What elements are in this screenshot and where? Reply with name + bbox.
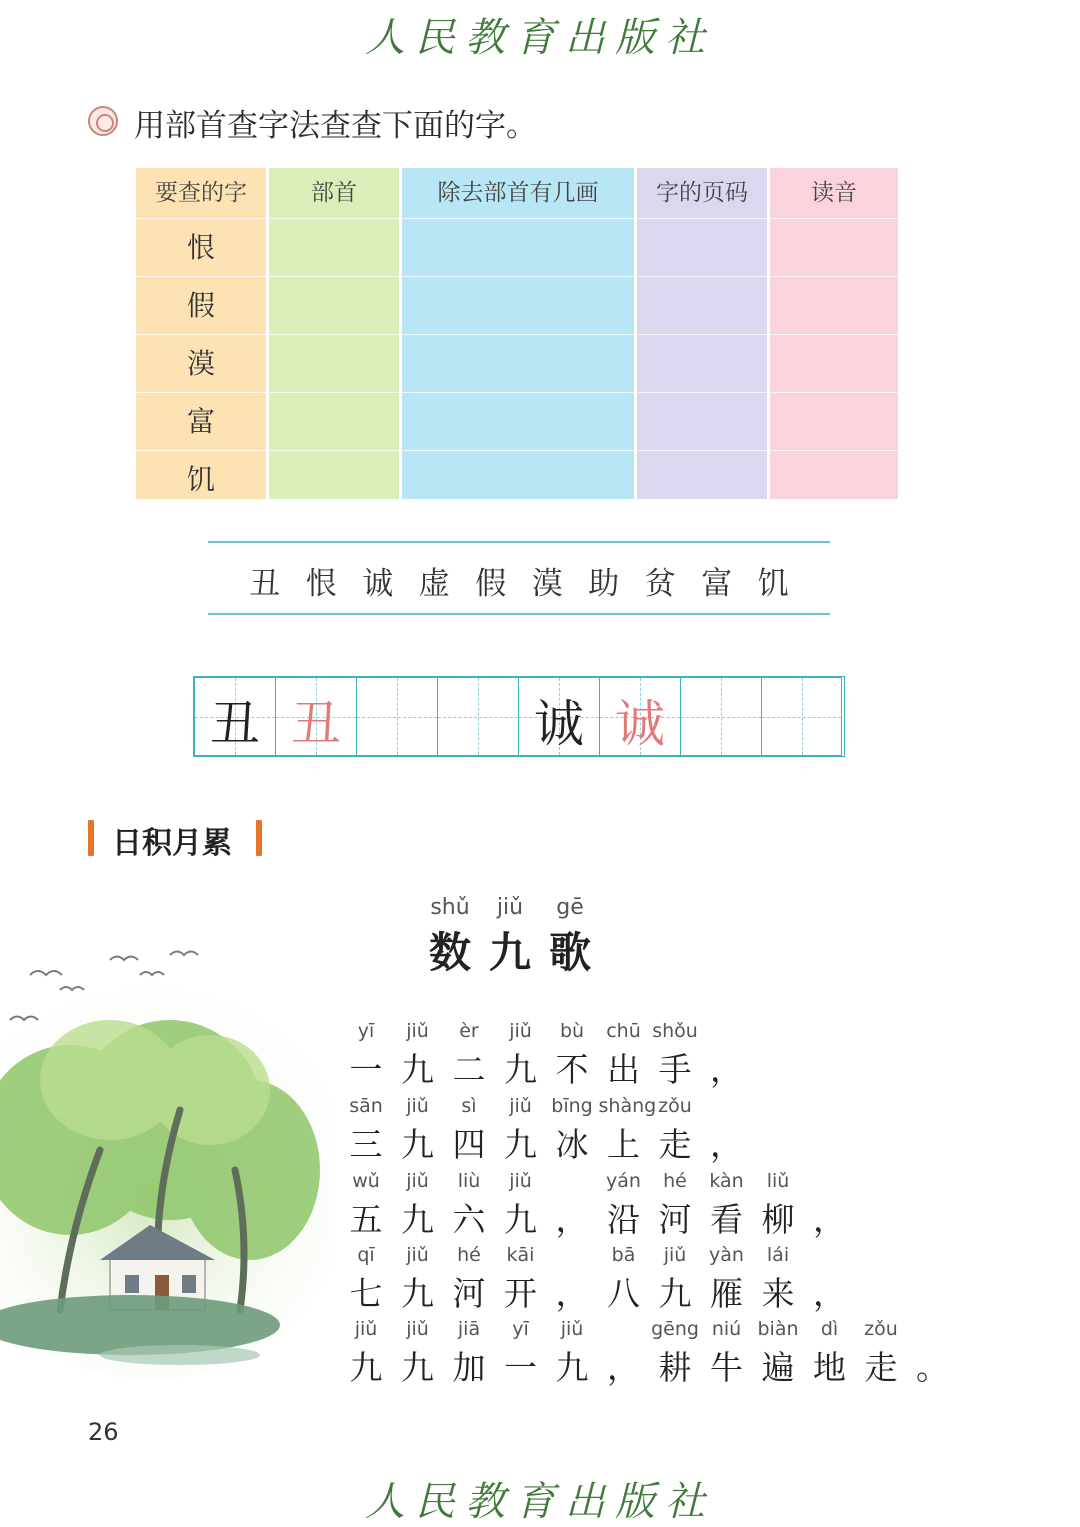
poem-char: 九 [401, 1274, 434, 1313]
poem-pinyin: wǔ [352, 1170, 380, 1192]
grid-cell[interactable] [761, 677, 842, 756]
poem-pinyin: èr [459, 1020, 479, 1042]
poem-pinyin: bù [559, 1020, 585, 1042]
poem-pinyin: gēng [651, 1318, 699, 1340]
publisher-logo-bottom: 人民教育出版社 [365, 1479, 715, 1525]
poem-pinyin: jiǔ [354, 1318, 378, 1340]
poem-pinyin: jiǔ [406, 1020, 429, 1042]
grid-cell[interactable] [356, 677, 437, 756]
title-pinyin: shǔ [430, 895, 470, 920]
table-cell-empty[interactable] [770, 334, 898, 392]
poem-pinyin: jiǔ [663, 1244, 687, 1266]
poem-pinyin: bā [611, 1244, 636, 1266]
table-cell-empty[interactable] [269, 392, 399, 450]
poem-char: ， [555, 1200, 589, 1239]
poem-pinyin: jiǔ [406, 1244, 429, 1266]
poem-char: 雁 [710, 1274, 743, 1313]
poem-pinyin: hé [663, 1170, 687, 1192]
poem-char: 加 [452, 1348, 486, 1387]
strip-bottom-rule [208, 613, 830, 615]
table-cell-empty[interactable] [269, 334, 399, 392]
page-number: 26 [88, 1418, 119, 1446]
poem-pinyin: kāi [506, 1244, 535, 1266]
poem-char: ， [813, 1274, 846, 1313]
poem-char: 走 [864, 1348, 898, 1387]
poem-pinyin: niú [711, 1318, 742, 1340]
poem-char: 九 [658, 1274, 692, 1313]
table-cell-char: 富 [136, 392, 266, 450]
poem-pinyin: hé [457, 1244, 481, 1266]
grid-char: 丑 [210, 695, 260, 753]
strip-char: 富 [701, 566, 733, 602]
strip-char: 漠 [531, 566, 563, 602]
table-cell-empty[interactable] [770, 218, 898, 276]
table-cell-empty[interactable] [269, 450, 399, 508]
willow-house-illustration [0, 930, 330, 1400]
strip-char: 丑 [249, 566, 281, 602]
table-cell-char: 饥 [136, 450, 266, 508]
poem-char: 一 [349, 1050, 383, 1089]
poem-pinyin: jiǔ [509, 1170, 532, 1192]
new-characters-strip [208, 558, 830, 603]
table-column-strokes [402, 168, 634, 499]
poem-char: 九 [504, 1125, 537, 1164]
table-cell-empty[interactable] [402, 392, 634, 450]
poem-char: ， [710, 1050, 743, 1089]
section-bar-right [256, 820, 262, 856]
table-header: 除去部首有几画 [437, 180, 599, 206]
poem-char: 九 [401, 1125, 434, 1164]
poem-pinyin: sì [461, 1095, 477, 1117]
poem-char: 耕 [658, 1348, 692, 1387]
table-cell-empty[interactable] [637, 218, 767, 276]
poem-char: 八 [607, 1274, 640, 1313]
poem-char: 九 [401, 1050, 434, 1089]
poem-char: 七 [349, 1274, 383, 1313]
strip-char: 假 [475, 566, 507, 602]
strip-char: 助 [588, 566, 620, 602]
poem-char: 六 [452, 1200, 486, 1239]
title-pinyin: gē [556, 895, 584, 920]
strip-char: 诚 [362, 566, 394, 602]
poem-pinyin: sān [349, 1095, 383, 1117]
grid-cell[interactable] [680, 677, 761, 756]
strip-char: 虚 [418, 566, 450, 602]
poem-char: 柳 [761, 1200, 795, 1239]
poem-char: 九 [401, 1348, 434, 1387]
poem-char: 九 [349, 1348, 383, 1387]
grid-char: 诚 [615, 695, 665, 753]
table-cell-empty[interactable] [402, 334, 634, 392]
poem-char: 四 [452, 1125, 486, 1164]
table-header: 读音 [811, 180, 857, 206]
table-header: 要查的字 [155, 180, 247, 206]
poem-pinyin: kàn [709, 1170, 744, 1192]
poem-char: 来 [761, 1274, 795, 1313]
grid-cell[interactable] [518, 677, 599, 756]
table-cell-empty[interactable] [402, 218, 634, 276]
poem-char: 九 [555, 1348, 589, 1387]
poem-char: 遍 [761, 1348, 795, 1387]
publisher-logo-top: 人民教育出版社 [365, 15, 715, 61]
grid-cell[interactable] [599, 677, 680, 756]
poem-char: 五 [349, 1200, 383, 1239]
poem-char: 走 [658, 1125, 692, 1164]
strip-char: 贫 [644, 566, 676, 602]
poem-pinyin: zǒu [658, 1095, 692, 1117]
poem-char: 九 [504, 1050, 537, 1089]
table-column-page [637, 168, 767, 499]
title-pinyin: jiǔ [496, 895, 524, 920]
grid-guide-horizontal [762, 717, 841, 718]
poem-pinyin: jiǔ [509, 1095, 532, 1117]
grid-cell[interactable] [194, 677, 275, 756]
table-cell-empty[interactable] [770, 392, 898, 450]
poem-pinyin: yán [606, 1170, 641, 1192]
poem-pinyin: jiā [457, 1318, 481, 1340]
grid-guide-horizontal [681, 717, 761, 718]
poem-pinyin: bīng [551, 1095, 593, 1117]
table-cell-empty[interactable] [637, 276, 767, 334]
grid-cell[interactable] [437, 677, 518, 756]
poem-pinyin: jiǔ [406, 1095, 429, 1117]
poem-pinyin: qī [357, 1244, 375, 1266]
poem-pinyin: jiǔ [560, 1318, 584, 1340]
table-column-pronunciation [770, 168, 898, 499]
table-header: 字的页码 [656, 180, 748, 206]
table-cell-char: 恨 [136, 218, 266, 276]
poem-char: ， [710, 1125, 743, 1164]
table-cell-empty[interactable] [402, 450, 634, 508]
poem-char: 出 [607, 1050, 640, 1089]
strip-top-rule [208, 541, 830, 543]
poem-pinyin: lái [766, 1244, 790, 1266]
poem-char: 看 [710, 1200, 743, 1239]
poem-pinyin: jiǔ [406, 1318, 429, 1340]
table-cell-char: 假 [136, 276, 266, 334]
table-cell-empty[interactable] [269, 218, 399, 276]
poem-char: 地 [813, 1348, 846, 1387]
grid-guide-horizontal [438, 717, 518, 718]
title-char: 数 [428, 928, 471, 977]
section-bar-left [88, 820, 94, 856]
table-column-radical [269, 168, 399, 499]
poem-char: 河 [452, 1274, 486, 1313]
poem-pinyin: dì [820, 1318, 839, 1340]
poem-char: 开 [504, 1274, 537, 1313]
poem-char: ， [555, 1274, 589, 1313]
poem-pinyin: liù [457, 1170, 481, 1192]
poem-char: 九 [401, 1200, 434, 1239]
poem-char: 三 [349, 1125, 383, 1164]
table-cell-char: 漠 [136, 334, 266, 392]
table-cell-empty[interactable] [637, 450, 767, 508]
instruction-icon [88, 106, 118, 136]
poem-pinyin: biàn [757, 1318, 799, 1340]
table-column-char [136, 168, 266, 499]
instruction-text: 用部首查字法查查下面的字。 [134, 108, 537, 144]
table-cell-empty[interactable] [402, 276, 634, 334]
poem-pinyin: yī [357, 1020, 375, 1042]
table-cell-empty[interactable] [269, 276, 399, 334]
poem-pinyin: yàn [709, 1244, 744, 1266]
poem-char: 不 [555, 1050, 589, 1089]
poem-pinyin: chū [606, 1020, 641, 1042]
poem-char: 沿 [607, 1200, 640, 1239]
table-cell-empty[interactable] [637, 392, 767, 450]
poem-pinyin: yī [512, 1318, 529, 1340]
table-cell-empty[interactable] [770, 450, 898, 508]
poem-char: 二 [452, 1050, 486, 1089]
table-header: 部首 [311, 180, 357, 206]
poem-char: 上 [607, 1125, 640, 1164]
poem-char: 手 [658, 1050, 692, 1089]
title-char: 九 [488, 928, 531, 977]
grid-guide-horizontal [357, 717, 437, 718]
strip-char: 饥 [757, 566, 789, 602]
poem-char: 一 [504, 1348, 537, 1387]
grid-char: 诚 [534, 695, 584, 753]
poem-char: ， [607, 1348, 640, 1387]
poem-pinyin: zǒu [864, 1318, 898, 1340]
poem-pinyin: shàng [598, 1095, 657, 1117]
poem-char: 河 [658, 1200, 692, 1239]
poem-pinyin: jiǔ [406, 1170, 429, 1192]
poem-char: 。 [916, 1348, 949, 1387]
title-char: 歌 [548, 928, 591, 977]
poem-char: ， [813, 1200, 846, 1239]
poem-char: 冰 [555, 1125, 589, 1164]
section-title: 日积月累 [112, 826, 232, 861]
poem-pinyin: shǒu [652, 1020, 698, 1042]
poem-pinyin: jiǔ [509, 1020, 532, 1042]
grid-char: 丑 [291, 695, 341, 753]
writing-grid [193, 676, 845, 757]
table-cell-empty[interactable] [770, 276, 898, 334]
strip-char: 恨 [305, 566, 337, 602]
poem-char: 九 [504, 1200, 537, 1239]
poem-pinyin: liǔ [766, 1170, 790, 1192]
poem-char: 牛 [710, 1348, 743, 1387]
table-cell-empty[interactable] [637, 334, 767, 392]
grid-cell[interactable] [275, 677, 356, 756]
